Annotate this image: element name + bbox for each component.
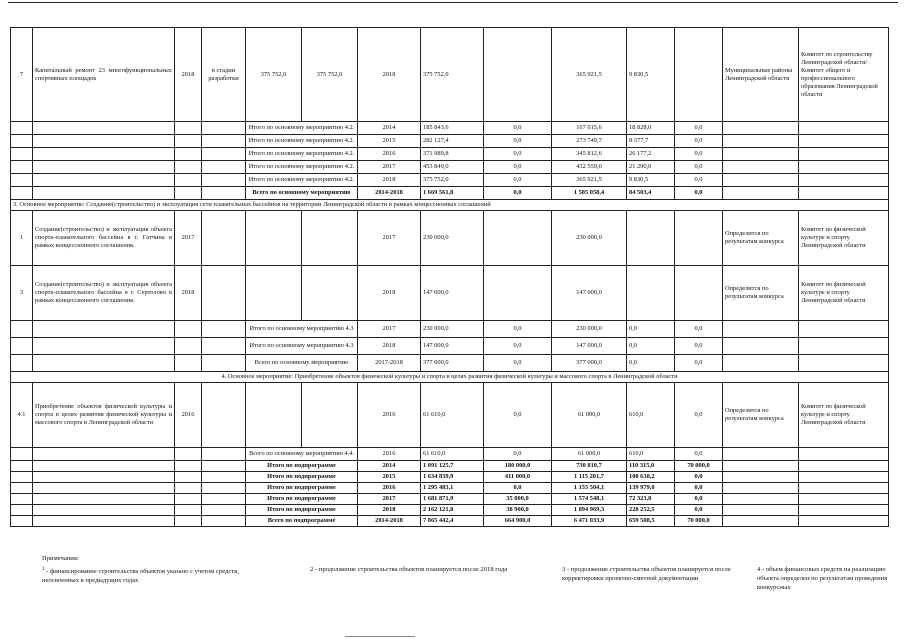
other-sources: 0,0 xyxy=(675,161,723,174)
other-sources: 70 000,0 xyxy=(675,461,723,472)
municipal-budget: 9 830,5 xyxy=(627,174,675,187)
total-amount: 230 000,0 xyxy=(421,321,484,338)
municipal-budget: 0,0 xyxy=(627,355,675,372)
total-year: 2016 xyxy=(358,448,421,461)
empty-cell xyxy=(175,355,202,372)
executor: Комитет по физической культуре и спорту Ленинградской области xyxy=(799,211,889,266)
municipal-budget: 139 979,0 xyxy=(627,483,675,494)
empty-cell xyxy=(799,483,889,494)
other-sources xyxy=(675,28,723,122)
regional-budget: 365 921,5 xyxy=(552,174,627,187)
regional-budget: 230 000,0 xyxy=(552,321,627,338)
empty-cell xyxy=(33,148,175,161)
empty-cell xyxy=(723,135,799,148)
project-row xyxy=(11,211,889,266)
total-label: Всего по основному мероприятию xyxy=(246,187,358,200)
empty-cell xyxy=(799,161,889,174)
recipient: Определится по результатам конкурса xyxy=(723,211,799,266)
regional-budget: 1 894 969,3 xyxy=(552,505,627,516)
other-sources: 70 000,0 xyxy=(675,516,723,527)
empty-cell xyxy=(33,321,175,338)
empty-cell xyxy=(799,472,889,483)
project-year: 2017 xyxy=(175,211,202,266)
municipal-budget: 0,0 xyxy=(627,321,675,338)
total-label: Итого по основному мероприятию 4.2. xyxy=(246,174,358,187)
empty-cell xyxy=(723,448,799,461)
regional-budget: 1 115 201,7 xyxy=(552,472,627,483)
empty-cell xyxy=(175,461,202,472)
municipal-budget xyxy=(627,211,675,266)
total-amount: 1 634 839,9 xyxy=(421,472,484,483)
empty-cell xyxy=(202,338,246,355)
total-year: 2018 xyxy=(358,505,421,516)
total-year: 2014 xyxy=(358,122,421,135)
federal-budget: 0,0 xyxy=(484,122,552,135)
regional-budget: 147 000,0 xyxy=(552,338,627,355)
empty-cell xyxy=(723,148,799,161)
empty-cell xyxy=(11,516,33,527)
empty-cell xyxy=(33,472,175,483)
total-row xyxy=(11,355,889,372)
regional-budget: 730 810,7 xyxy=(552,461,627,472)
empty-cell xyxy=(11,448,33,461)
total-label: Итого по подпрограмме xyxy=(246,461,358,472)
empty-cell xyxy=(202,122,246,135)
total-amount: 375 752,0 xyxy=(421,28,484,122)
empty-cell xyxy=(723,472,799,483)
empty-cell xyxy=(799,148,889,161)
grand-total-row xyxy=(11,461,889,472)
total-label: Итого по основному мероприятию 4.2. xyxy=(246,122,358,135)
other-sources xyxy=(675,266,723,321)
remaining-cost: 375 752,0 xyxy=(302,28,358,122)
empty-cell xyxy=(175,161,202,174)
empty-cell xyxy=(723,321,799,338)
federal-budget: 0,0 xyxy=(484,187,552,200)
empty-cell xyxy=(723,516,799,527)
empty-cell xyxy=(202,355,246,372)
total-amount: 230 000,0 xyxy=(421,211,484,266)
estimate-cost xyxy=(246,266,302,321)
empty-cell xyxy=(202,161,246,174)
empty-cell xyxy=(175,187,202,200)
empty-cell xyxy=(11,338,33,355)
empty-cell xyxy=(11,122,33,135)
estimate-cost xyxy=(246,383,302,448)
empty-cell xyxy=(175,516,202,527)
total-label: Всего по основному мероприятию xyxy=(246,355,358,372)
recipient: Определится по результатам конкурса xyxy=(723,383,799,448)
total-year: 2017-2018 xyxy=(358,355,421,372)
total-row xyxy=(11,448,889,461)
total-label: Итого по подпрограмме xyxy=(246,472,358,483)
project-name: Капитальный ремонт 23 многофункциональных спортивных площадок xyxy=(33,28,175,122)
total-amount: 2 162 121,8 xyxy=(421,505,484,516)
project-name: Создание(строительство) и эксплуатация объекта спорта-плавательного бассейна в г. Гатчина в рамках концессионного соглашения. xyxy=(33,211,175,266)
top-rule xyxy=(8,2,898,3)
empty-cell xyxy=(723,161,799,174)
section-title: 3. Основное мероприятие: Создание(строительство) и эксплуатация сети плавательных бассейнов на территории Ленинградской области в рамках концессионных соглашений xyxy=(11,200,889,211)
empty-cell xyxy=(723,494,799,505)
project-stage: в стадии разработки xyxy=(202,28,246,122)
project-name: Приобретение объектов физической культуры и спорта в целях развития физической культуры и массового спорта в Ленинградской области xyxy=(33,383,175,448)
total-amount: 61 610,0 xyxy=(421,383,484,448)
empty-cell xyxy=(202,472,246,483)
total-label: Итого по подпрограмме xyxy=(246,505,358,516)
regional-budget: 377 000,0 xyxy=(552,355,627,372)
total-amount: 282 127,4 xyxy=(421,135,484,148)
project-year: 2016 xyxy=(175,383,202,448)
federal-budget: 0,0 xyxy=(484,383,552,448)
bottom-rule xyxy=(345,636,415,637)
empty-cell xyxy=(11,321,33,338)
total-label: Итого по подпрограмме xyxy=(246,494,358,505)
grand-total-row xyxy=(11,187,889,200)
project-year: 2018 xyxy=(175,266,202,321)
total-year: 2017 xyxy=(358,161,421,174)
total-amount: 1 091 125,7 xyxy=(421,461,484,472)
empty-cell xyxy=(723,355,799,372)
federal-budget: 664 900,0 xyxy=(484,516,552,527)
executor: Комитет по физической культуре и спорту Ленинградской области xyxy=(799,383,889,448)
empty-cell xyxy=(11,135,33,148)
total-year: 2015 xyxy=(358,135,421,148)
remaining-cost xyxy=(302,266,358,321)
total-label: Всего по подпрограмме xyxy=(246,516,358,527)
federal-budget: 180 000,0 xyxy=(484,461,552,472)
project-year: 2018 xyxy=(175,28,202,122)
empty-cell xyxy=(11,174,33,187)
project-row xyxy=(11,28,889,122)
note-4: 4 - объем финансовых средств на реализацию объекта определен по результатам проведения конкурсных xyxy=(757,566,888,591)
total-year: 2017 xyxy=(358,321,421,338)
other-sources: 0,0 xyxy=(675,483,723,494)
total-amount: 453 849,0 xyxy=(421,161,484,174)
empty-cell xyxy=(11,148,33,161)
empty-cell xyxy=(799,122,889,135)
project-row xyxy=(11,383,889,448)
empty-cell xyxy=(202,461,246,472)
empty-cell xyxy=(33,135,175,148)
municipal-budget: 72 323,8 xyxy=(627,494,675,505)
other-sources: 0,0 xyxy=(675,122,723,135)
municipal-budget xyxy=(627,266,675,321)
empty-cell xyxy=(33,494,175,505)
other-sources xyxy=(675,211,723,266)
project-name: Создание(строительство) и эксплуатация объекта спорта-плавательного бассейна в г. Сертолово в рамках концессионного соглашения. xyxy=(33,266,175,321)
empty-cell xyxy=(33,174,175,187)
other-sources: 0,0 xyxy=(675,148,723,161)
empty-cell xyxy=(33,187,175,200)
regional-budget: 1 585 058,4 xyxy=(552,187,627,200)
total-label: Итого по основному мероприятию 4.3 xyxy=(246,338,358,355)
empty-cell xyxy=(202,448,246,461)
empty-cell xyxy=(202,483,246,494)
empty-cell xyxy=(33,161,175,174)
empty-cell xyxy=(175,494,202,505)
empty-cell xyxy=(33,448,175,461)
note-2: 2 - продолжение строительства объектов планируется после 2018 года xyxy=(310,566,508,573)
notes-heading: Примечания: xyxy=(42,555,79,562)
federal-budget: 0,0 xyxy=(484,448,552,461)
total-year: 2014-2018 xyxy=(358,516,421,527)
empty-cell xyxy=(33,483,175,494)
total-year: 2014 xyxy=(358,461,421,472)
other-sources: 0,0 xyxy=(675,505,723,516)
total-label: Итого по основному мероприятию 4.2. xyxy=(246,161,358,174)
federal-budget xyxy=(484,266,552,321)
other-sources: 0,0 xyxy=(675,448,723,461)
empty-cell xyxy=(175,505,202,516)
federal-budget: 38 900,0 xyxy=(484,505,552,516)
empty-cell xyxy=(799,321,889,338)
federal-budget: 0,0 xyxy=(484,321,552,338)
row-number: 4.1 xyxy=(11,383,33,448)
other-sources: 0,0 xyxy=(675,472,723,483)
regional-budget: 365 921,5 xyxy=(552,28,627,122)
remaining-cost xyxy=(302,211,358,266)
total-amount: 147 000,0 xyxy=(421,266,484,321)
empty-cell xyxy=(175,321,202,338)
empty-cell xyxy=(33,338,175,355)
note-1-mark: 1 xyxy=(42,567,45,572)
empty-cell xyxy=(799,448,889,461)
empty-cell xyxy=(202,321,246,338)
municipal-budget: 0,0 xyxy=(627,338,675,355)
empty-cell xyxy=(11,161,33,174)
total-amount: 375 752,0 xyxy=(421,174,484,187)
municipal-budget: 610,0 xyxy=(627,383,675,448)
total-year: 2017 xyxy=(358,494,421,505)
empty-cell xyxy=(202,494,246,505)
executor: Комитет по физической культуре и спорту Ленинградской области xyxy=(799,266,889,321)
other-sources: 0,0 xyxy=(675,321,723,338)
empty-cell xyxy=(33,122,175,135)
other-sources: 0,0 xyxy=(675,355,723,372)
empty-cell xyxy=(33,516,175,527)
empty-cell xyxy=(175,472,202,483)
empty-cell xyxy=(202,148,246,161)
empty-cell xyxy=(723,187,799,200)
remaining-cost xyxy=(302,383,358,448)
grand-total-row xyxy=(11,472,889,483)
grand-total-row xyxy=(11,505,889,516)
project-stage xyxy=(202,383,246,448)
other-sources: 0,0 xyxy=(675,135,723,148)
federal-budget: 0,0 xyxy=(484,355,552,372)
empty-cell xyxy=(33,505,175,516)
regional-budget: 1 574 548,1 xyxy=(552,494,627,505)
note-1-text: - финансирование строительства объектов указано с учетом средств, неосвоенных в предыдущих годах xyxy=(42,568,239,585)
estimate-cost: 375 752,0 xyxy=(246,28,302,122)
empty-cell xyxy=(799,505,889,516)
estimate-cost xyxy=(246,211,302,266)
municipal-budget: 228 252,5 xyxy=(627,505,675,516)
municipal-budget: 21 290,0 xyxy=(627,161,675,174)
total-row xyxy=(11,174,889,187)
empty-cell xyxy=(175,448,202,461)
total-amount: 61 610,0 xyxy=(421,448,484,461)
federal-budget: 35 000,0 xyxy=(484,494,552,505)
regional-budget: 61 000,0 xyxy=(552,383,627,448)
total-row xyxy=(11,135,889,148)
federal-budget: 0,0 xyxy=(484,338,552,355)
empty-cell xyxy=(175,483,202,494)
empty-cell xyxy=(33,355,175,372)
federal-budget: 0,0 xyxy=(484,483,552,494)
regional-budget: 273 749,7 xyxy=(552,135,627,148)
empty-cell xyxy=(202,187,246,200)
total-amount: 7 865 442,4 xyxy=(421,516,484,527)
grand-total-row xyxy=(11,483,889,494)
grand-total-row xyxy=(11,494,889,505)
total-amount: 371 989,8 xyxy=(421,148,484,161)
federal-budget: 0,0 xyxy=(484,161,552,174)
municipal-budget: 659 508,5 xyxy=(627,516,675,527)
note-1 xyxy=(42,565,272,585)
federal-budget: 411 000,0 xyxy=(484,472,552,483)
empty-cell xyxy=(175,174,202,187)
empty-cell xyxy=(799,355,889,372)
recipient: Муниципальные районы Ленинградской области xyxy=(723,28,799,122)
empty-cell xyxy=(11,494,33,505)
total-year: 2018 xyxy=(358,338,421,355)
empty-cell xyxy=(799,461,889,472)
empty-cell xyxy=(11,187,33,200)
federal-budget xyxy=(484,28,552,122)
total-row xyxy=(11,161,889,174)
empty-cell xyxy=(202,516,246,527)
total-year: 2018 xyxy=(358,174,421,187)
section-header-row xyxy=(11,200,889,211)
regional-budget: 6 471 033,9 xyxy=(552,516,627,527)
total-amount: 147 000,0 xyxy=(421,338,484,355)
regional-budget: 1 155 504,1 xyxy=(552,483,627,494)
municipal-budget: 108 638,2 xyxy=(627,472,675,483)
financing-table xyxy=(10,27,889,527)
empty-cell xyxy=(799,174,889,187)
section-title: 4. Основное мероприятие: Приобретение объектов физической культуры и спорта в целях развития физической культуры и массового спорта в Ленинградской области xyxy=(11,372,889,383)
project-row xyxy=(11,266,889,321)
municipal-budget: 26 177,2 xyxy=(627,148,675,161)
empty-cell xyxy=(175,135,202,148)
total-label: Итого по подпрограмме xyxy=(246,483,358,494)
total-year: 2016 xyxy=(358,148,421,161)
empty-cell xyxy=(723,174,799,187)
municipal-budget: 110 315,0 xyxy=(627,461,675,472)
regional-budget: 167 015,6 xyxy=(552,122,627,135)
total-row xyxy=(11,148,889,161)
total-year: 2016 xyxy=(358,483,421,494)
total-amount: 377 000,0 xyxy=(421,355,484,372)
total-amount: 1 295 483,1 xyxy=(421,483,484,494)
empty-cell xyxy=(799,494,889,505)
empty-cell xyxy=(175,338,202,355)
empty-cell xyxy=(11,483,33,494)
federal-budget: 0,0 xyxy=(484,148,552,161)
financing-year: 2017 xyxy=(358,211,421,266)
empty-cell xyxy=(799,187,889,200)
empty-cell xyxy=(11,505,33,516)
federal-budget: 0,0 xyxy=(484,135,552,148)
municipal-budget: 84 503,4 xyxy=(627,187,675,200)
empty-cell xyxy=(11,355,33,372)
empty-cell xyxy=(11,472,33,483)
total-amount: 1 681 871,9 xyxy=(421,494,484,505)
total-year: 2015 xyxy=(358,472,421,483)
total-amount: 1 669 561,8 xyxy=(421,187,484,200)
other-sources: 0,0 xyxy=(675,187,723,200)
row-number: 1 xyxy=(11,211,33,266)
project-stage xyxy=(202,211,246,266)
other-sources: 0,0 xyxy=(675,338,723,355)
federal-budget xyxy=(484,211,552,266)
municipal-budget: 610,0 xyxy=(627,448,675,461)
financing-year: 2016 xyxy=(358,383,421,448)
empty-cell xyxy=(175,122,202,135)
section-header-row xyxy=(11,372,889,383)
federal-budget: 0,0 xyxy=(484,174,552,187)
empty-cell xyxy=(33,461,175,472)
empty-cell xyxy=(175,148,202,161)
empty-cell xyxy=(799,135,889,148)
total-year: 2014-2018 xyxy=(358,187,421,200)
municipal-budget: 9 830,5 xyxy=(627,28,675,122)
empty-cell xyxy=(202,174,246,187)
row-number: 7 xyxy=(11,28,33,122)
empty-cell xyxy=(799,516,889,527)
total-label: Всего по основному мероприятию 4.4. xyxy=(246,448,358,461)
total-label: Итого по основному мероприятию 4.2. xyxy=(246,148,358,161)
note-3: 3 - продолжение строительства объектов планируется после корректировки проектно-сметной документации xyxy=(562,566,731,582)
empty-cell xyxy=(723,505,799,516)
financing-year: 2018 xyxy=(358,266,421,321)
regional-budget: 147 000,0 xyxy=(552,266,627,321)
row-number: 3 xyxy=(11,266,33,321)
grand-total-row xyxy=(11,516,889,527)
regional-budget: 345 812,6 xyxy=(552,148,627,161)
empty-cell xyxy=(723,461,799,472)
total-label: Итого по основному мероприятию 4.3 xyxy=(246,321,358,338)
empty-cell xyxy=(11,461,33,472)
empty-cell xyxy=(202,135,246,148)
notes-block xyxy=(42,554,888,614)
total-label: Итого по основному мероприятию 4.2. xyxy=(246,135,358,148)
municipal-budget: 18 828,0 xyxy=(627,122,675,135)
other-sources: 0,0 xyxy=(675,494,723,505)
other-sources: 0,0 xyxy=(675,174,723,187)
empty-cell xyxy=(202,505,246,516)
recipient: Определится по результатам конкурса xyxy=(723,266,799,321)
financing-year: 2018 xyxy=(358,28,421,122)
total-row xyxy=(11,338,889,355)
regional-budget: 230 000,0 xyxy=(552,211,627,266)
municipal-budget: 8 377,7 xyxy=(627,135,675,148)
total-row xyxy=(11,122,889,135)
total-row xyxy=(11,321,889,338)
executor: Комитет по строительству Ленинградской области/Комитет общего и профессионального образования Ленинградской области xyxy=(799,28,889,122)
project-stage xyxy=(202,266,246,321)
empty-cell xyxy=(723,338,799,355)
total-amount: 185 843,6 xyxy=(421,122,484,135)
empty-cell xyxy=(723,483,799,494)
regional-budget: 432 559,0 xyxy=(552,161,627,174)
empty-cell xyxy=(723,122,799,135)
other-sources: 0,0 xyxy=(675,383,723,448)
regional-budget: 61 000,0 xyxy=(552,448,627,461)
empty-cell xyxy=(799,338,889,355)
